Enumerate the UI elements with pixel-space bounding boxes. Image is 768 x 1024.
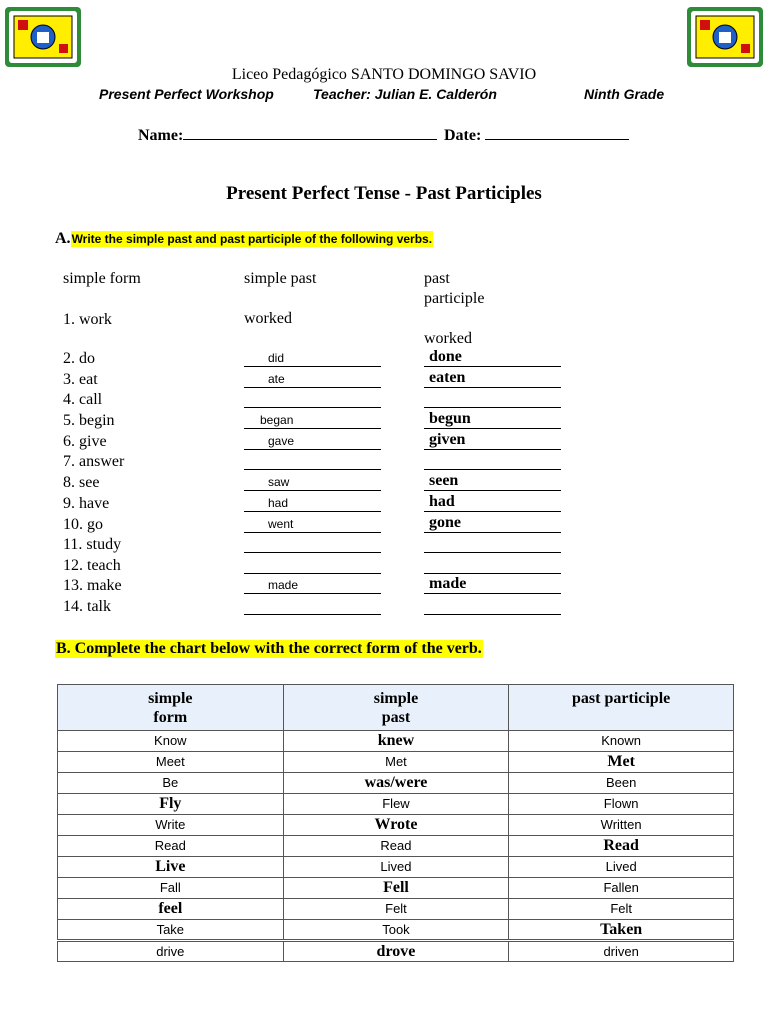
past-participle-text: done xyxy=(429,348,462,365)
simple-past-text: saw xyxy=(268,475,290,489)
verb-chart-row xyxy=(58,941,734,962)
chart-cell-simple-past[interactable] xyxy=(283,731,509,752)
section-a-heading xyxy=(55,230,433,248)
verb-chart-row xyxy=(58,815,734,836)
verb-chart-table xyxy=(57,684,734,962)
col-simple-form: simple form xyxy=(63,270,141,287)
example-participle: worked xyxy=(424,330,472,347)
date-label: Date: xyxy=(444,127,482,144)
past-participle-text: seen xyxy=(429,472,459,489)
chart-cell-text: drive xyxy=(156,943,185,959)
chart-cell-text: Fall xyxy=(159,880,181,895)
worksheet-title: Present Perfect Tense - Past Participles xyxy=(226,183,542,204)
chart-cell-past-participle[interactable] xyxy=(509,815,734,836)
verb-item: 14. talk xyxy=(63,598,111,615)
past-participle-text: eaten xyxy=(429,369,466,386)
verb-chart-row xyxy=(58,899,734,920)
school-crest-logo-left xyxy=(4,6,82,68)
simple-past-answer[interactable] xyxy=(244,368,381,388)
past-participle-text: gone xyxy=(429,514,461,531)
school-name: Liceo Pedagógico SANTO DOMINGO SAVIO xyxy=(231,66,537,83)
col-past-participle-line1: past xyxy=(424,270,450,287)
chart-cell-simple-past[interactable] xyxy=(283,857,509,878)
chart-cell-past-participle[interactable] xyxy=(509,836,734,857)
chart-cell-text: Known xyxy=(601,733,642,748)
chart-header-past-participle: past participle xyxy=(509,685,734,731)
chart-cell-text: Be xyxy=(162,775,179,790)
chart-cell-simple-form[interactable] xyxy=(58,899,284,920)
chart-cell-text: Took xyxy=(382,921,410,937)
verb-item: 10. go xyxy=(63,516,103,533)
past-participle-answer[interactable] xyxy=(424,347,561,367)
example-past: worked xyxy=(244,310,292,327)
chart-cell-simple-form[interactable] xyxy=(58,878,284,899)
chart-cell-text: Read xyxy=(380,838,412,853)
chart-cell-simple-form[interactable] xyxy=(58,794,284,815)
simple-past-text: made xyxy=(268,578,299,592)
past-participle-answer[interactable] xyxy=(424,554,561,574)
chart-cell-simple-past[interactable] xyxy=(283,899,509,920)
chart-cell-text: Read xyxy=(154,838,186,853)
date-blank[interactable] xyxy=(485,126,629,140)
chart-cell-simple-past[interactable] xyxy=(283,878,509,899)
chart-cell-text: Write xyxy=(155,817,186,832)
chart-cell-text: Wrote xyxy=(374,816,418,833)
past-participle-answer[interactable] xyxy=(424,388,561,408)
chart-cell-text: Fallen xyxy=(603,880,639,895)
verb-item: 12. teach xyxy=(63,557,121,574)
section-b-instruction: B. Complete the chart below with the correct form of the verb. xyxy=(56,640,482,657)
chart-cell-text: Met xyxy=(607,753,635,770)
simple-past-answer[interactable] xyxy=(244,554,381,574)
chart-cell-simple-past[interactable] xyxy=(283,920,509,941)
chart-cell-text: Flew xyxy=(382,796,410,811)
past-participle-text: had xyxy=(429,493,455,510)
chart-cell-text: Meet xyxy=(155,754,185,769)
chart-cell-simple-past[interactable] xyxy=(283,941,509,962)
chart-cell-text: Been xyxy=(605,775,637,790)
simple-past-answer[interactable] xyxy=(244,492,381,512)
past-participle-answer[interactable] xyxy=(424,450,561,470)
simple-past-answer[interactable] xyxy=(244,513,381,533)
chart-cell-simple-past[interactable] xyxy=(283,794,509,815)
past-participle-answer[interactable] xyxy=(424,471,561,491)
past-participle-answer[interactable] xyxy=(424,368,561,388)
date-field[interactable] xyxy=(444,126,629,145)
past-participle-text: given xyxy=(429,431,466,448)
verb-chart-row xyxy=(58,794,734,815)
chart-cell-simple-form[interactable] xyxy=(58,836,284,857)
verb-chart-row xyxy=(58,773,734,794)
verb-chart-row xyxy=(58,731,734,752)
chart-cell-simple-form[interactable] xyxy=(58,731,284,752)
past-participle-answer[interactable] xyxy=(424,595,561,615)
simple-past-text: ate xyxy=(268,372,285,386)
chart-cell-past-participle[interactable] xyxy=(509,920,734,941)
chart-cell-simple-form[interactable] xyxy=(58,857,284,878)
chart-cell-past-participle[interactable] xyxy=(509,878,734,899)
chart-cell-text: Read xyxy=(603,837,639,854)
chart-cell-text: Fell xyxy=(383,879,409,896)
verb-item: 2. do xyxy=(63,350,95,367)
chart-cell-simple-form[interactable] xyxy=(58,941,284,962)
past-participle-text: made xyxy=(429,575,467,592)
simple-past-answer[interactable] xyxy=(244,595,381,615)
verb-chart-row xyxy=(58,878,734,899)
simple-past-answer[interactable] xyxy=(244,533,381,553)
verb-chart-header-row xyxy=(58,685,734,731)
school-crest-logo-right xyxy=(686,6,764,68)
chart-cell-past-participle[interactable] xyxy=(509,857,734,878)
example-verb: 1. work xyxy=(63,311,112,328)
simple-past-text: went xyxy=(268,517,294,531)
chart-cell-text: Lived xyxy=(380,859,412,874)
chart-cell-text: Met xyxy=(385,754,407,769)
name-blank[interactable] xyxy=(183,126,437,140)
past-participle-answer[interactable] xyxy=(424,409,561,429)
chart-cell-text: drove xyxy=(376,942,416,960)
chart-cell-simple-form[interactable] xyxy=(58,920,284,941)
verb-item: 13. make xyxy=(63,577,122,594)
chart-cell-text: Flown xyxy=(603,796,639,811)
verb-item: 11. study xyxy=(63,536,122,553)
chart-cell-text: Take xyxy=(156,921,185,937)
simple-past-answer[interactable] xyxy=(244,471,381,491)
simple-past-text: began xyxy=(260,413,294,427)
chart-cell-past-participle[interactable] xyxy=(509,899,734,920)
simple-past-answer[interactable] xyxy=(244,430,381,450)
chart-cell-past-participle[interactable] xyxy=(509,731,734,752)
chart-cell-simple-form[interactable] xyxy=(58,773,284,794)
chart-cell-simple-past[interactable] xyxy=(283,752,509,773)
past-participle-answer[interactable] xyxy=(424,492,561,512)
name-field[interactable] xyxy=(138,126,437,145)
chart-cell-past-participle[interactable] xyxy=(509,752,734,773)
simple-past-text: gave xyxy=(268,434,295,448)
chart-header-simple-past: simple past xyxy=(283,685,509,731)
chart-cell-past-participle[interactable] xyxy=(509,794,734,815)
simple-past-answer[interactable] xyxy=(244,347,381,367)
section-a-instruction: Write the simple past and past participle of the following verbs. xyxy=(71,232,433,246)
grade-level: Ninth Grade xyxy=(584,86,665,102)
simple-past-text: did xyxy=(268,351,285,365)
past-participle-answer[interactable] xyxy=(424,574,561,594)
verb-item: 6. give xyxy=(63,433,107,450)
chart-cell-past-participle[interactable] xyxy=(509,773,734,794)
chart-cell-text: driven xyxy=(603,943,639,959)
chart-cell-text: Taken xyxy=(600,920,643,938)
chart-cell-text: was/were xyxy=(364,774,428,791)
verb-item: 3. eat xyxy=(63,371,98,388)
name-label: Name: xyxy=(138,127,184,144)
verb-item: 4. call xyxy=(63,391,103,408)
chart-cell-simple-form[interactable] xyxy=(58,752,284,773)
chart-cell-text: Live xyxy=(155,858,186,875)
chart-cell-text: Felt xyxy=(385,901,407,916)
teacher-name: Teacher: Julian E. Calderón xyxy=(313,86,497,102)
verb-chart-row xyxy=(58,857,734,878)
chart-cell-text: Know xyxy=(154,733,187,748)
chart-cell-text: Fly xyxy=(159,795,182,812)
past-participle-answer[interactable] xyxy=(424,513,561,533)
simple-past-answer[interactable] xyxy=(244,450,381,470)
verb-chart-row xyxy=(58,920,734,941)
verb-chart-row xyxy=(58,836,734,857)
chart-cell-text: feel xyxy=(158,900,183,917)
col-past-participle-line2: participle xyxy=(424,290,485,307)
simple-past-text: had xyxy=(268,496,289,510)
chart-cell-simple-form[interactable] xyxy=(58,815,284,836)
past-participle-answer[interactable] xyxy=(424,430,561,450)
chart-cell-text: Felt xyxy=(610,901,632,916)
past-participle-answer[interactable] xyxy=(424,533,561,553)
chart-header-simple-form: simple form xyxy=(58,685,284,731)
verb-item: 8. see xyxy=(63,474,100,491)
chart-cell-text: Lived xyxy=(605,859,637,874)
section-a-letter: A. xyxy=(55,230,71,247)
verb-item: 5. begin xyxy=(63,412,115,429)
chart-cell-past-participle[interactable] xyxy=(509,941,734,962)
workshop-title: Present Perfect Workshop xyxy=(99,86,274,102)
past-participle-text: begun xyxy=(429,410,471,427)
verb-chart-row xyxy=(58,752,734,773)
simple-past-answer[interactable] xyxy=(244,574,381,594)
simple-past-answer[interactable] xyxy=(244,388,381,408)
col-simple-past: simple past xyxy=(244,270,317,287)
chart-cell-text: Written xyxy=(600,817,642,832)
verb-item: 7. answer xyxy=(63,453,125,470)
chart-cell-text: knew xyxy=(377,732,415,749)
chart-cell-simple-past[interactable] xyxy=(283,815,509,836)
simple-past-answer[interactable] xyxy=(244,409,381,429)
verb-item: 9. have xyxy=(63,495,110,512)
chart-cell-simple-past[interactable] xyxy=(283,836,509,857)
chart-cell-simple-past[interactable] xyxy=(283,773,509,794)
